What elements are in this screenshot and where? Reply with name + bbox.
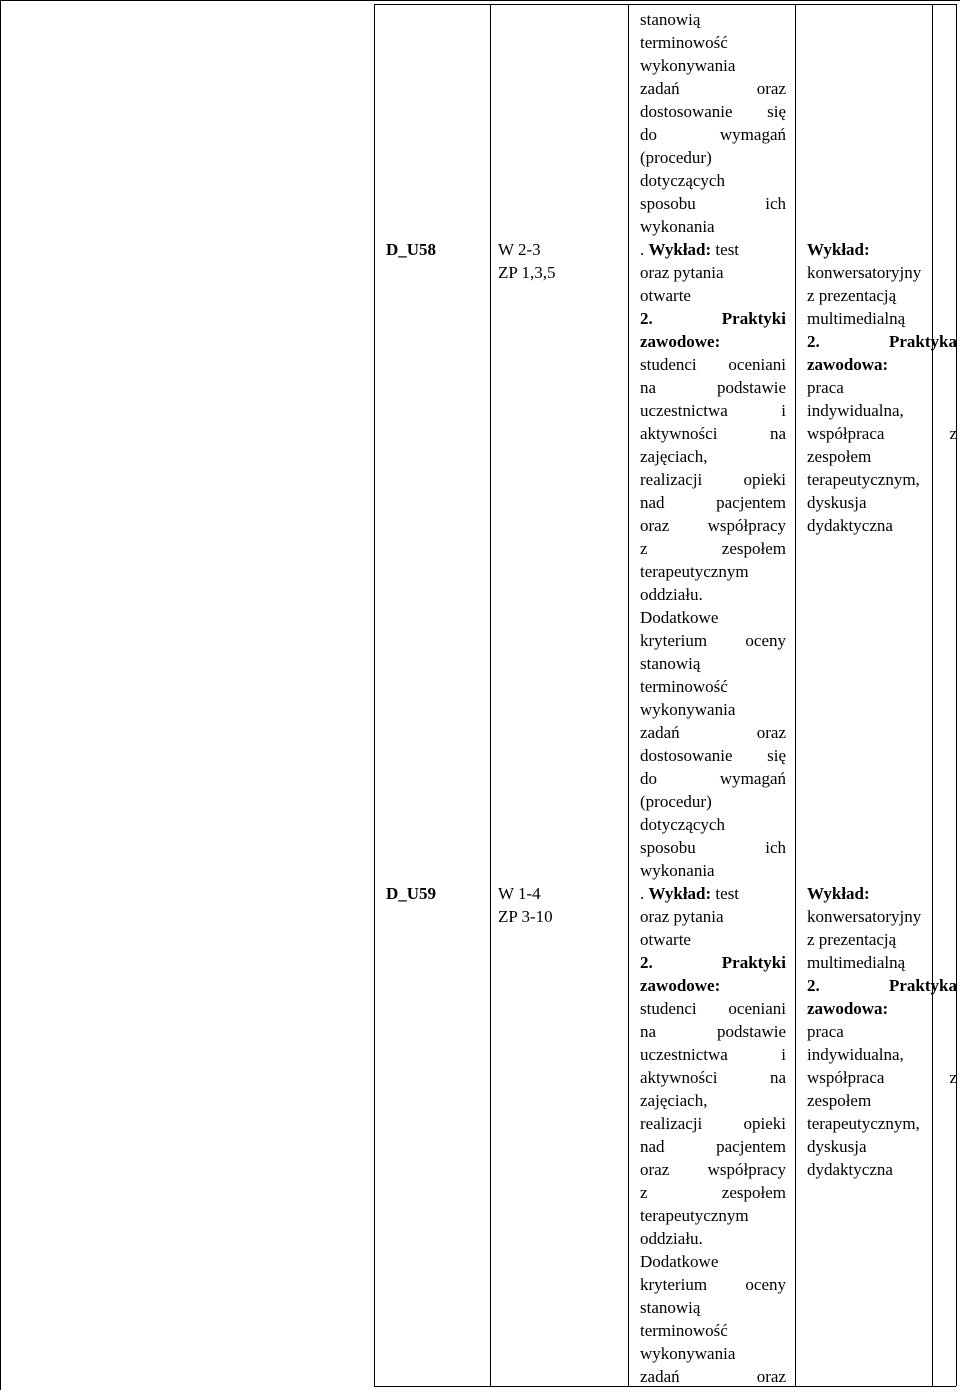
table-border-col2	[490, 4, 491, 1386]
assessment-line: stanowią	[640, 654, 701, 673]
assessment-cell	[640, 882, 786, 1388]
assessment-line: wykonywania	[640, 700, 736, 719]
assessment-line: stanowią	[640, 1298, 701, 1317]
cont-line: (procedur)	[640, 148, 712, 167]
methods-line: zawodowa:	[807, 999, 889, 1018]
outcome-refs	[498, 238, 555, 284]
methods-line: dydaktyczna	[807, 516, 893, 535]
table-border-col4	[795, 4, 796, 1386]
methods-line: praca	[807, 1022, 844, 1041]
assessment-line: terminowość	[640, 677, 728, 696]
top-continuation-cell	[640, 8, 786, 238]
methods-line: indywidualna,	[807, 1045, 904, 1064]
assessment-line: oraz współpracy	[640, 1160, 786, 1179]
assessment-line: oddziału.	[640, 585, 703, 604]
outcome-refs	[498, 882, 553, 928]
assessment-line: realizacji opieki	[640, 1114, 786, 1133]
assessment-line: z zespołem	[640, 1183, 786, 1202]
methods-cell	[807, 238, 957, 537]
assessment-line: na podstawie	[640, 378, 786, 397]
assessment-line: (procedur)	[640, 792, 712, 811]
methods-line: 2. Praktyka	[807, 976, 957, 995]
assessment-line: . Wykład: test	[640, 240, 740, 259]
assessment-line: uczestnictwa i	[640, 1045, 786, 1064]
assessment-line: 2. Praktyki	[640, 953, 786, 972]
assessment-line: zadań oraz	[640, 1367, 786, 1386]
assessment-line: oraz pytania	[640, 907, 724, 926]
assessment-line: zawodowe:	[640, 976, 721, 995]
assessment-line: Dodatkowe	[640, 608, 719, 627]
methods-cell	[807, 882, 957, 1181]
methods-line: konwersatoryjny	[807, 907, 922, 926]
cont-line: stanowią	[640, 10, 701, 29]
assessment-line: do wymagań	[640, 769, 786, 788]
methods-line: multimedialną	[807, 953, 906, 972]
methods-line: Wykład:	[807, 240, 870, 259]
assessment-line: studenci oceniani	[640, 999, 786, 1018]
methods-line: terapeutycznym,	[807, 470, 920, 489]
methods-line: dyskusja	[807, 1137, 867, 1156]
cont-line: zadań oraz	[640, 79, 786, 98]
assessment-line: zajęciach,	[640, 447, 708, 466]
methods-line: współpraca z	[807, 424, 957, 443]
methods-line: multimedialną	[807, 309, 906, 328]
outcome-code: D_U58	[386, 240, 437, 259]
assessment-line: na podstawie	[640, 1022, 786, 1041]
assessment-line: zajęciach,	[640, 1091, 708, 1110]
assessment-line: z zespołem	[640, 539, 786, 558]
methods-line: z prezentacją	[807, 286, 897, 305]
assessment-line: nad pacjentem	[640, 493, 786, 512]
ref-line: ZP 1,3,5	[498, 263, 556, 282]
assessment-line: uczestnictwa i	[640, 401, 786, 420]
outcome-code: D_U59	[386, 884, 437, 903]
assessment-line: otwarte	[640, 286, 691, 305]
assessment-line: 2. Praktyki	[640, 309, 786, 328]
assessment-line: zadań oraz	[640, 723, 786, 742]
assessment-line: kryterium oceny	[640, 1275, 786, 1294]
methods-line: terapeutycznym,	[807, 1114, 920, 1133]
methods-line: zespołem	[807, 447, 872, 466]
table-border-col3	[628, 4, 629, 1386]
methods-line: współpraca z	[807, 1068, 957, 1087]
cont-line: wykonywania	[640, 56, 736, 75]
methods-line: 2. Praktyka	[807, 332, 957, 351]
assessment-cell	[640, 238, 786, 882]
assessment-line: oraz pytania	[640, 263, 724, 282]
methods-line: z prezentacją	[807, 930, 897, 949]
ref-line: W 1-4	[498, 884, 541, 903]
page-left-edge	[0, 0, 1, 1390]
cont-line: sposobu ich	[640, 194, 786, 213]
methods-line: zespołem	[807, 1091, 872, 1110]
methods-line: dydaktyczna	[807, 1160, 893, 1179]
methods-line: indywidualna,	[807, 401, 904, 420]
cont-line: do wymagań	[640, 125, 786, 144]
ref-line: W 2-3	[498, 240, 541, 259]
assessment-line: terapeutycznym	[640, 562, 749, 581]
assessment-line: wykonania	[640, 861, 715, 880]
assessment-line: oraz współpracy	[640, 516, 786, 535]
assessment-line: zawodowe:	[640, 332, 721, 351]
cont-line: dostosowanie się	[640, 102, 786, 121]
assessment-line: wykonywania	[640, 1344, 736, 1363]
row-divider-top-area	[0, 0, 960, 1]
assessment-line: terapeutycznym	[640, 1206, 749, 1225]
assessment-line: aktywności na	[640, 1068, 786, 1087]
cont-line: wykonania	[640, 217, 715, 236]
methods-line: Wykład:	[807, 884, 870, 903]
table-border-left	[374, 4, 375, 1386]
assessment-line: otwarte	[640, 930, 691, 949]
assessment-line: nad pacjentem	[640, 1137, 786, 1156]
assessment-line: dostosowanie się	[640, 746, 786, 765]
table-border-top	[374, 4, 956, 5]
cont-line: dotyczących	[640, 171, 725, 190]
methods-line: dyskusja	[807, 493, 867, 512]
assessment-line: aktywności na	[640, 424, 786, 443]
ref-line: ZP 3-10	[498, 907, 553, 926]
assessment-line: oddziału.	[640, 1229, 703, 1248]
assessment-line: dotyczących	[640, 815, 725, 834]
methods-line: zawodowa:	[807, 355, 889, 374]
methods-line: praca	[807, 378, 844, 397]
assessment-line: . Wykład: test	[640, 884, 740, 903]
methods-line: konwersatoryjny	[807, 263, 922, 282]
assessment-line: sposobu ich	[640, 838, 786, 857]
assessment-line: terminowość	[640, 1321, 728, 1340]
cont-line: terminowość	[640, 33, 728, 52]
assessment-line: kryterium oceny	[640, 631, 786, 650]
assessment-line: realizacji opieki	[640, 470, 786, 489]
assessment-line: Dodatkowe	[640, 1252, 719, 1271]
assessment-line: studenci oceniani	[640, 355, 786, 374]
